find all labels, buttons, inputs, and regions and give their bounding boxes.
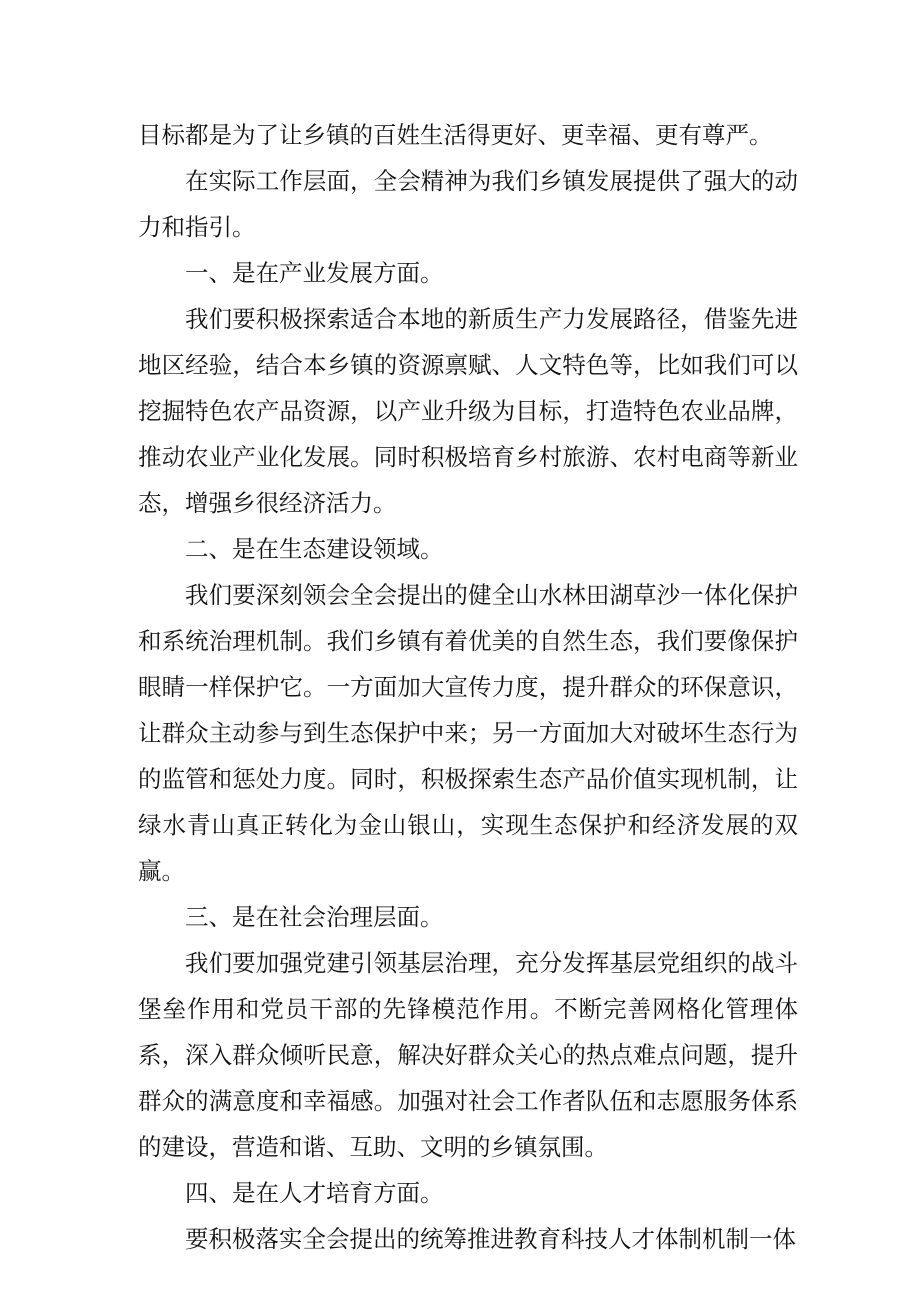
section-heading-ecology: 二、是在生态建设领域。 xyxy=(185,535,444,563)
paragraph-9: 要积极落实全会提出的统筹推进教育科技人才体制机制一体 xyxy=(185,1225,796,1253)
document-body xyxy=(138,112,798,1262)
paragraph-7: 我们要加强党建引领基层治理，充分发挥基层党组织的战斗堡垒作用和党员干部的先锋模范作用。不断完善网格化管理体系，深入群众倾听民意，解决好群众关心的热点难点问题，提升群众的满意度和幸福感。加强对社会工作者队伍和志愿服务体系的建设，营造和谐、互助、文明的乡镇氛围。 xyxy=(138,949,798,1161)
paragraph-5: 我们要深刻领会全会提出的健全山水林田湖草沙一体化保护和系统治理机制。我们乡镇有着优美的自然生态，我们要像保护眼睛一样保护它。一方面加大宣传力度，提升群众的环保意识，让群众主动参与到生态保护中来；另一方面加大对破坏生态行为的监管和惩处力度。同时，积极探索生态产品价值实现机制，让绿水青山真正转化为金山银山，实现生态保护和经济发展的双赢。 xyxy=(138,581,798,885)
section-heading-industry: 一、是在产业发展方面。 xyxy=(185,259,444,287)
paragraph-1: 在实际工作层面，全会精神为我们乡镇发展提供了强大的动力和指引。 xyxy=(138,167,798,241)
section-heading-talent: 四、是在人才培育方面。 xyxy=(185,1179,444,1207)
paragraph-3: 我们要积极探索适合本地的新质生产力发展路径，借鉴先进地区经验，结合本乡镇的资源禀赋、人文特色等，比如我们可以挖掘特色农产品资源，以产业升级为目标，打造特色农业品牌，推动农业产业化发展。同时积极培育乡村旅游、农村电商等新业态，增强乡很经济活力。 xyxy=(138,305,798,517)
section-heading-governance: 三、是在社会治理层面。 xyxy=(185,903,444,931)
paragraph-0: 目标都是为了让乡镇的百姓生活得更好、更幸福、更有尊严。 xyxy=(138,121,773,149)
